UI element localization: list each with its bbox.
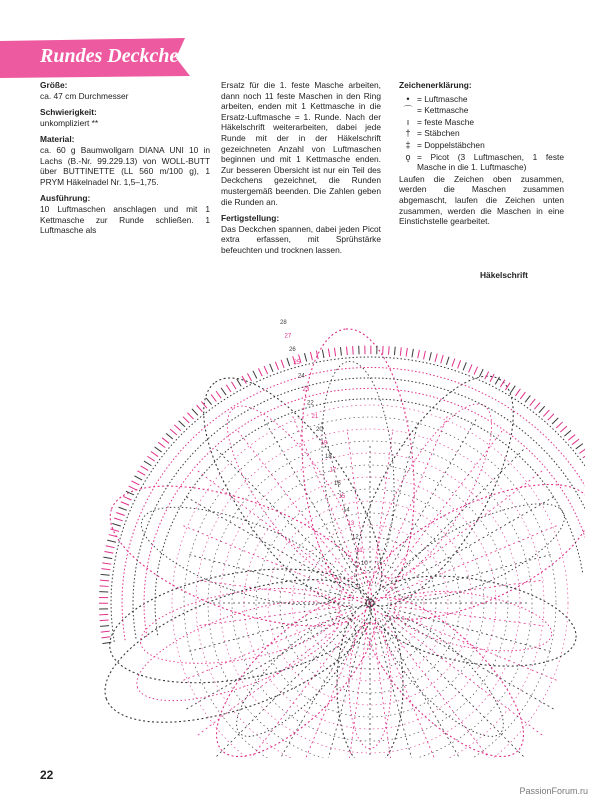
petal-inner [135,575,345,676]
petal-outline [87,547,389,751]
petal-inner [130,487,351,625]
spoke [186,613,352,709]
spoke [264,620,360,758]
edge-stitch [100,580,109,581]
edge-stitch [206,398,211,405]
legend-label: = feste Masche [417,116,475,127]
spoke [388,611,557,681]
edge-stitch [247,373,251,381]
edge-stitch [469,364,472,372]
edge-stitch [520,392,525,399]
edge-stitch [564,430,571,436]
edge-stitch [572,439,579,444]
difficulty-heading: Schwierigkeit: [40,107,97,118]
edge-stitch [412,349,413,357]
edge-stitch [568,435,575,441]
legend-label: = Luftmasche [417,93,468,104]
edge-stitch [107,540,116,542]
edge-stitch [334,348,335,356]
spoke [389,554,553,598]
spoke [237,430,358,587]
round-number: 11 [356,547,363,554]
round-number: 19 [320,440,328,447]
spoke [378,416,448,585]
edge-stitch [216,391,221,398]
round-number: 12 [352,534,359,541]
edge-stitch [123,496,131,500]
edge-stitch [394,347,395,356]
stitch-ring [184,417,556,758]
edge-stitch [101,569,110,570]
edge-stitch [101,631,110,632]
edge-stitch [264,366,268,374]
edge-stitch [353,346,354,355]
single-crochet-icon: ı [406,116,410,127]
edge-stitch [101,574,110,575]
edge-stitch [253,371,257,379]
edge-stitch [485,372,489,380]
edge-stitch [162,438,169,443]
spoke [373,429,393,583]
spoke [373,623,393,758]
edge-stitch [158,442,165,447]
instructions-text: Ersatz für die 1. feste Masche arbeiten, dann noch 11 feste Maschen in den Ring arbeiten, enden mit 1 Kettmasche in die Ersatz-Luftmasche = 1. Runde. Nach der Häkelschrift weiterarbeiten, dabei jede Runde mit der in der Häkelschrift gezeichneten Anzahl von Luftmaschen beginnen und mit 1 Kettmasche enden. Zur besseren Übersicht ist nur ein Teil des Deckchens gezeichnet, die Runden mustergemäß beenden. Die Zahlen geben die Runden an. [221,80,381,207]
petal-inner [125,581,351,721]
difficulty-text: unkompliziert ** [40,117,99,128]
round-number: 16 [334,480,341,487]
edge-stitch [583,453,585,458]
edge-stitch [231,382,236,389]
petal-outline [93,457,389,654]
edge-stitch [137,471,145,475]
spoke [386,470,543,591]
edge-stitch [530,399,535,406]
page-number: 22 [40,768,54,782]
edge-stitch [328,349,329,357]
spoke [183,611,352,681]
round-number: 26 [289,346,296,353]
spoke [375,622,419,758]
finishing-heading: Fertigstellung: [221,213,280,224]
edge-stitch [446,357,449,365]
spoke [389,608,553,652]
round-number: 21 [311,413,319,420]
spoke [380,419,476,585]
spoke [186,554,350,598]
edge-stitch [556,422,562,428]
edge-stitch [197,405,203,412]
outer-arc [111,357,585,642]
legend-note: Laufen die Zeichen oben zusammen, werden die Maschen zusammen abgemascht, laufen die Zeichen unten zusammen, werden die Maschen in eine Einstichstelle gearbeitet. [399,173,564,227]
edge-stitch [226,385,231,392]
legend-heading: Zeichenerklärung: [399,80,472,90]
round-number: 18 [325,454,332,460]
edge-stitch [101,637,110,638]
edge-stitch [141,466,149,471]
execution-heading: Ausführung: [40,193,91,204]
size-text: ca. 47 cm Durchmesser [40,90,129,101]
edge-stitch [116,513,124,516]
edge-stitch [144,461,152,466]
spoke [183,526,352,596]
edge-stitch [543,410,549,416]
edge-stitch [151,452,158,457]
edge-stitch [576,444,583,449]
column-materials [40,80,210,242]
edge-stitch [322,350,324,358]
outer-arc [122,367,585,640]
edge-stitch [183,417,189,423]
legend-item [399,105,564,116]
finishing-text: Das Deckchen spannen, dabei jeden Picot extra erfassen, mit Sprühstärke befeuchten und trocknen lassen. [221,223,381,255]
edge-stitch [389,346,390,355]
edge-stitch [211,394,216,401]
spoke [197,615,354,736]
edge-stitch [525,395,530,402]
edge-stitch [170,429,177,435]
edge-stitch [474,367,478,375]
crochet-diagram [30,258,585,758]
outer-arc [144,388,585,637]
edge-stitch [310,352,312,360]
edge-stitch [134,476,142,480]
edge-stitch [539,406,545,413]
edge-stitch [270,364,273,372]
round-number: 23 [302,387,310,393]
edge-stitch [112,523,121,526]
edge-stitch [106,546,115,548]
edge-stitch [347,347,348,356]
edge-stitch [418,350,420,358]
edge-stitch [187,413,193,419]
edge-stitch [458,360,461,368]
edge-stitch [548,414,554,420]
edge-stitch [166,433,173,439]
edge-stitch [452,358,455,366]
edge-stitch [500,380,504,387]
round-number: 17 [329,467,337,474]
round-number: 14 [343,507,350,514]
legend-label: = Stäbchen [417,128,460,139]
round-number: 24 [298,373,305,380]
round-number: 27 [284,333,292,340]
edge-stitch [179,421,185,427]
edge-stitch [118,507,126,510]
edge-stitch [104,551,113,553]
spoke [264,419,360,585]
double-crochet-icon: † [405,128,411,139]
size-heading: Größe: [40,80,68,90]
edge-stitch [237,379,241,386]
spoke [347,623,367,758]
edge-stitch [275,362,278,370]
edge-stitch [147,456,154,461]
diagram-label: Häkelschrift [480,270,528,280]
spoke [390,606,544,626]
edge-stitch [429,352,431,360]
spoke [378,621,448,758]
legend-item [399,117,564,128]
edge-stitch [192,409,198,415]
spoke [388,526,557,596]
edge-stitch [174,425,180,431]
legend-label: = Kettmasche [417,105,469,116]
spoke [387,497,553,593]
edge-stitch [103,557,112,559]
edge-stitch [102,563,111,564]
page-title: Rundes Deckchen [40,45,190,67]
petal-inner [311,358,402,573]
edge-stitch [258,368,262,376]
watermark: PassionForum.ru [519,786,588,796]
petal-outline [171,351,414,634]
edge-stitch [100,620,109,621]
round-number: 28 [280,320,287,326]
edge-stitch [515,389,520,396]
material-heading: Material: [40,134,75,145]
spoke [186,497,352,593]
spoke [382,619,503,758]
spoke [382,430,503,587]
round-number: 13 [347,521,355,527]
edge-stitch [340,347,341,355]
material-text: ca. 60 g Baumwollgarn DIANA UNI 10 in Lachs (B.-Nr. 99.229.13) von WOLL-BUTT über BUTTINETTE (LL 560 m/100 g), 1 PRYM Häkelnadel Nr. 1,5–1,75. [40,144,210,187]
edge-stitch [131,481,139,485]
round-number: 20 [316,427,323,434]
round-number: 15 [338,494,346,501]
edge-stitch [579,448,585,453]
edge-stitch [552,418,558,424]
edge-stitch [121,502,129,505]
column-instructions [221,80,381,262]
spoke [386,615,543,736]
edge-stitch [129,486,137,490]
edge-stitch [114,518,122,521]
edge-stitch [424,351,426,359]
edge-stitch [281,360,284,368]
picot-icon: ǫ [405,151,411,162]
edge-stitch [479,369,483,377]
edge-stitch [400,347,401,355]
legend-label: = Doppelstäbchen [417,139,485,150]
spoke [196,606,350,626]
round-number: 25 [293,360,301,367]
round-number: 22 [307,400,314,407]
edge-stitch [463,362,466,370]
edge-stitch [406,348,407,356]
edge-stitch [155,447,162,452]
edge-stitch [435,354,437,362]
edge-stitch [441,355,443,363]
legend-item [399,128,564,139]
edge-stitch [287,358,290,366]
execution-text: 10 Luftmaschen anschlagen und mit 1 Kettmasche zur Runde schließen. 1 Luftmasche als [40,203,210,236]
edge-stitch [110,529,119,531]
chain-stitch-icon: • [406,93,410,104]
edge-stitch [304,353,306,361]
legend-item [399,152,564,173]
legend-item [399,94,564,105]
edge-stitch [560,426,567,432]
legend-item [399,140,564,151]
column-legend [399,80,564,233]
legend-label: = Picot (3 Luftmaschen, 1 feste Masche in die 1. Luftmasche) [417,151,564,173]
spoke [387,613,553,709]
edge-stitch [534,403,540,410]
spoke [347,429,367,583]
edge-stitch [100,626,109,627]
treble-crochet-icon: ‡ [405,139,411,150]
edge-stitch [100,586,109,587]
edge-stitch [316,351,318,359]
edge-stitch [490,374,494,382]
slip-stitch-icon: ⌒ [403,105,413,116]
edge-stitch [221,388,226,395]
edge-stitch [510,386,515,393]
round-number: 10 [361,561,368,568]
